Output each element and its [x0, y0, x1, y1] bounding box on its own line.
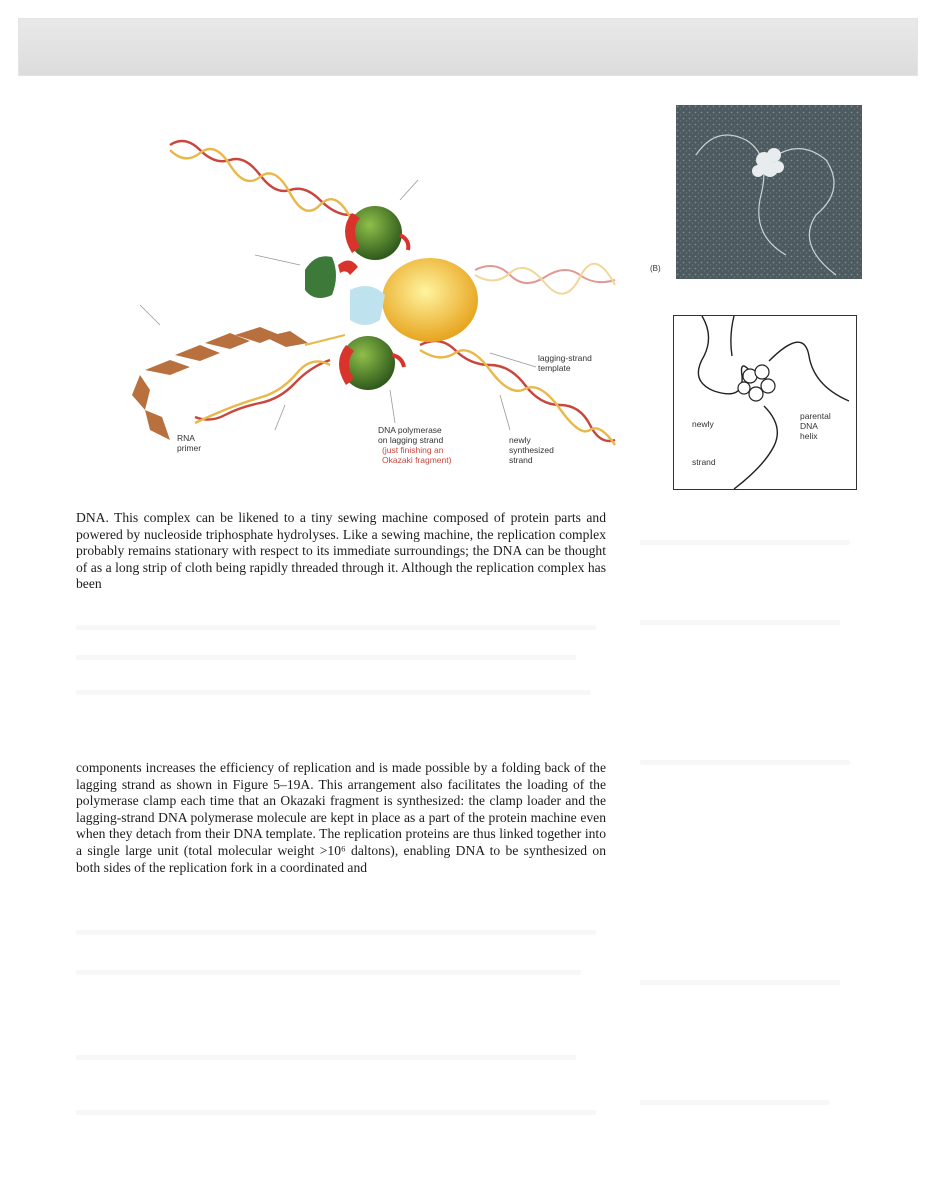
page-header-band — [18, 18, 918, 76]
label-newly-synthesized: newly synthesized strand — [509, 435, 554, 465]
parental-dna-helix — [475, 264, 615, 294]
micrograph-sketch — [673, 315, 857, 490]
label-dna-polymerase: DNA polymerase on lagging strand — [378, 425, 444, 445]
clamp-loader-unit — [305, 256, 336, 298]
label-lagging-strand-template: lagging-strand template — [538, 353, 592, 373]
sketch-label-strand: strand — [692, 457, 716, 467]
sketch-label-newly: newly — [692, 419, 714, 429]
body-paragraph-1: DNA. This complex can be likened to a tiny sewing machine composed of protein parts and powered by nucleoside triphosphate hydrolyses. Like a sewing machine, the replication complex probably remains stationary with respect to its immediate surroundings; the DNA can be thought of as a long strip of cloth being rapidly threaded through it. Although the replication complex has been — [76, 510, 606, 592]
label-okazaki-note: (just finishing an Okazaki fragment) — [382, 445, 452, 465]
okazaki-fragment-loop — [132, 327, 308, 440]
helicase — [382, 258, 478, 342]
electron-micrograph — [676, 105, 862, 279]
panel-b-label: (B) — [650, 264, 661, 273]
sketch-label-parental: parental DNA helix — [800, 411, 831, 441]
body-paragraph-2: components increases the efficiency of replication and is made possible by a folding back of the lagging strand as shown in Figure 5–19A. This arrangement also facilitates the loading of the polymerase clamp each time that an Okazaki fragment is synthesized: the clamp loader and the lagging-strand DNA polymerase molecule are kept in place as a part of the protein machine even when they detach from their DNA template. The replication proteins are thus linked together into a single large unit (total molecular weight >10⁶ daltons), enabling DNA to be synthesized on both sides of the replication fork in a coordinated and — [76, 760, 606, 875]
replication-fork-diagram — [100, 105, 640, 490]
leading-strand-polymerase — [348, 206, 402, 260]
clamp-loader — [350, 286, 385, 325]
rna-primer-strand — [305, 335, 345, 345]
leading-strand-helix — [170, 141, 375, 237]
label-rna-primer: RNA primer — [177, 433, 202, 453]
